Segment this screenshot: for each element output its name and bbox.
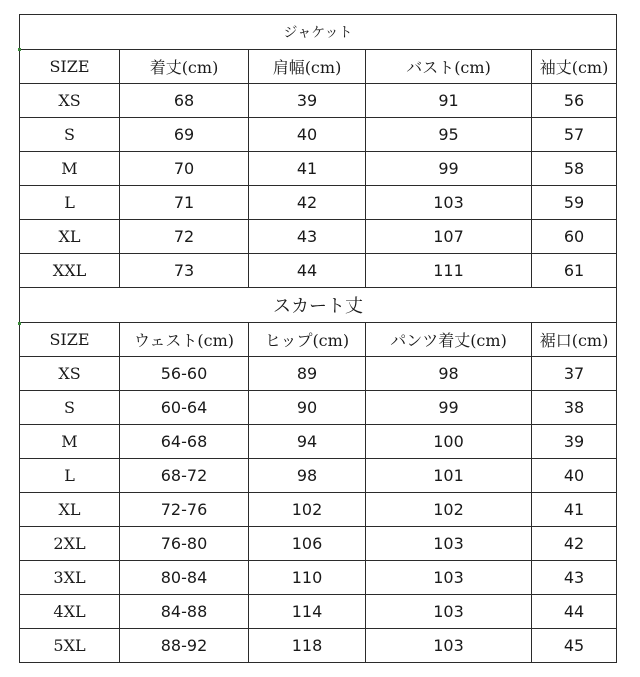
skirt-value-cell: 60-64 [120,391,249,425]
jacket-section-title: ジャケット [20,15,617,50]
table-row [20,220,617,254]
skirt-header-row [20,323,617,357]
jacket-value-cell: 41 [249,152,366,186]
table-row [20,357,617,391]
skirt-value-cell: 114 [249,595,366,629]
jacket-value-cell: 43 [249,220,366,254]
skirt-value-cell: 110 [249,561,366,595]
jacket-header-bust: バスト(cm) [366,50,532,84]
jacket-size-cell: XL [20,220,120,254]
table-row [20,561,617,595]
corner-mark-top [18,48,21,51]
skirt-value-cell: 80-84 [120,561,249,595]
skirt-value-cell: 102 [366,493,532,527]
jacket-value-cell: 58 [532,152,617,186]
skirt-value-cell: 37 [532,357,617,391]
skirt-value-cell: 68-72 [120,459,249,493]
skirt-section-title: スカート丈 [20,288,617,323]
jacket-value-cell: 111 [366,254,532,288]
skirt-size-cell: XS [20,357,120,391]
skirt-value-cell: 45 [532,629,617,663]
jacket-value-cell: 69 [120,118,249,152]
skirt-value-cell: 41 [532,493,617,527]
jacket-value-cell: 72 [120,220,249,254]
skirt-title-row [20,288,617,323]
jacket-value-cell: 60 [532,220,617,254]
skirt-header-hip: ヒップ(cm) [249,323,366,357]
jacket-value-cell: 91 [366,84,532,118]
jacket-size-cell: XS [20,84,120,118]
skirt-size-cell: XL [20,493,120,527]
table-row [20,425,617,459]
skirt-value-cell: 72-76 [120,493,249,527]
skirt-value-cell: 76-80 [120,527,249,561]
skirt-value-cell: 103 [366,595,532,629]
jacket-header-row [20,50,617,84]
skirt-header-size: SIZE [20,323,120,357]
skirt-value-cell: 103 [366,527,532,561]
table-row [20,459,617,493]
skirt-size-cell: M [20,425,120,459]
jacket-value-cell: 44 [249,254,366,288]
jacket-value-cell: 107 [366,220,532,254]
skirt-value-cell: 40 [532,459,617,493]
jacket-size-cell: XXL [20,254,120,288]
jacket-value-cell: 95 [366,118,532,152]
skirt-value-cell: 38 [532,391,617,425]
jacket-value-cell: 56 [532,84,617,118]
jacket-header-sleeve: 袖丈(cm) [532,50,617,84]
skirt-value-cell: 103 [366,629,532,663]
skirt-header-pants-length: パンツ着丈(cm) [366,323,532,357]
table-row [20,629,617,663]
table-row [20,391,617,425]
skirt-header-waist: ウェスト(cm) [120,323,249,357]
skirt-size-cell: 3XL [20,561,120,595]
skirt-size-cell: S [20,391,120,425]
jacket-value-cell: 59 [532,186,617,220]
jacket-title-row [20,15,617,50]
jacket-value-cell: 73 [120,254,249,288]
jacket-value-cell: 57 [532,118,617,152]
skirt-value-cell: 90 [249,391,366,425]
skirt-value-cell: 102 [249,493,366,527]
jacket-value-cell: 71 [120,186,249,220]
jacket-header-shoulder: 肩幅(cm) [249,50,366,84]
skirt-value-cell: 39 [532,425,617,459]
skirt-value-cell: 101 [366,459,532,493]
skirt-value-cell: 100 [366,425,532,459]
skirt-size-cell: L [20,459,120,493]
skirt-value-cell: 94 [249,425,366,459]
skirt-value-cell: 43 [532,561,617,595]
size-table [19,14,617,663]
skirt-value-cell: 56-60 [120,357,249,391]
table-row [20,527,617,561]
skirt-value-cell: 64-68 [120,425,249,459]
skirt-value-cell: 103 [366,561,532,595]
table-row [20,493,617,527]
jacket-value-cell: 39 [249,84,366,118]
jacket-value-cell: 68 [120,84,249,118]
skirt-size-cell: 4XL [20,595,120,629]
corner-mark-skirt [18,322,21,325]
skirt-size-cell: 2XL [20,527,120,561]
skirt-value-cell: 84-88 [120,595,249,629]
skirt-value-cell: 98 [249,459,366,493]
jacket-value-cell: 99 [366,152,532,186]
table-row [20,152,617,186]
size-chart [19,14,616,663]
jacket-header-length: 着丈(cm) [120,50,249,84]
table-row [20,84,617,118]
jacket-size-cell: S [20,118,120,152]
jacket-value-cell: 42 [249,186,366,220]
table-row [20,118,617,152]
jacket-size-cell: L [20,186,120,220]
skirt-value-cell: 98 [366,357,532,391]
skirt-value-cell: 99 [366,391,532,425]
skirt-rows [20,357,617,663]
skirt-value-cell: 106 [249,527,366,561]
table-row [20,595,617,629]
jacket-value-cell: 70 [120,152,249,186]
jacket-rows [20,84,617,288]
skirt-header-hem: 裾口(cm) [532,323,617,357]
jacket-value-cell: 103 [366,186,532,220]
skirt-value-cell: 44 [532,595,617,629]
skirt-value-cell: 89 [249,357,366,391]
skirt-value-cell: 88-92 [120,629,249,663]
table-row [20,186,617,220]
jacket-value-cell: 40 [249,118,366,152]
skirt-value-cell: 118 [249,629,366,663]
jacket-size-cell: M [20,152,120,186]
skirt-size-cell: 5XL [20,629,120,663]
table-row [20,254,617,288]
jacket-header-size: SIZE [20,50,120,84]
skirt-value-cell: 42 [532,527,617,561]
jacket-value-cell: 61 [532,254,617,288]
